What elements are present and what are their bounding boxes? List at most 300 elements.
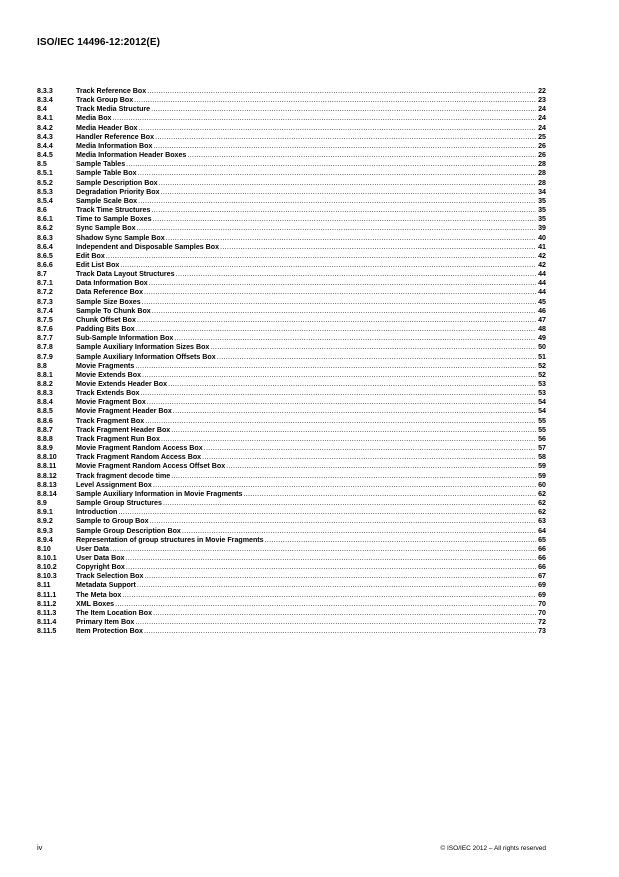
toc-dot-leader [118, 508, 536, 517]
toc-entry[interactable] [37, 499, 546, 508]
toc-entry-title: Independent and Disposable Samples Box [76, 242, 220, 251]
toc-entry-number: 8.7.5 [37, 315, 53, 324]
toc-entry[interactable] [37, 206, 546, 215]
toc-dot-leader [155, 133, 536, 142]
toc-entry-number: 8.8.7 [37, 425, 53, 434]
toc-entry-title: Movie Fragment Random Access Box [76, 444, 203, 453]
toc-entry[interactable] [37, 151, 546, 160]
toc-entry[interactable] [37, 444, 546, 453]
toc-entry-title: Sample Scale Box [76, 196, 138, 205]
toc-entry-title: Level Assignment Box [76, 480, 152, 489]
toc-entry-number: 8.7.2 [37, 288, 53, 297]
toc-entry-title: Item Protection Box [76, 627, 144, 636]
toc-entry-title: Sub-Sample Information Box [76, 334, 174, 343]
toc-entry-title: Sample Group Description Box [76, 526, 181, 535]
toc-entry-number: 8.6.3 [37, 233, 53, 242]
toc-entry-number: 8.5.4 [37, 196, 53, 205]
footer-page-number: iv [37, 843, 43, 852]
toc-dot-leader [171, 472, 536, 481]
toc-entry-number: 8.3.3 [37, 87, 53, 95]
toc-dot-leader [137, 581, 536, 590]
toc-dot-leader [161, 435, 536, 444]
toc-entry[interactable] [37, 124, 546, 133]
toc-entry-title: Track fragment decode time [76, 471, 171, 480]
toc-entry-title: Movie Extends Header Box [76, 380, 168, 388]
toc-entry-number: 8.3.4 [37, 96, 53, 105]
toc-entry-page: 44 [538, 288, 546, 297]
toc-entry-page: 66 [538, 563, 546, 572]
toc-entry[interactable] [37, 279, 546, 288]
toc-entry[interactable] [37, 508, 546, 517]
toc-entry-page: 45 [538, 297, 546, 306]
toc-entry-title: Track Time Structures [76, 206, 151, 215]
toc-entry-number: 8.8 [37, 361, 47, 370]
toc-dot-leader [112, 114, 536, 123]
toc-entry[interactable] [37, 353, 546, 362]
toc-entry-title: Movie Fragment Random Access Offset Box [76, 462, 226, 471]
toc-entry-title: Edit List Box [76, 260, 120, 269]
toc-entry-number: 8.6.5 [37, 251, 53, 260]
toc-entry-title: Track Data Layout Structures [76, 270, 175, 279]
toc-entry-number: 8.4.3 [37, 132, 53, 141]
toc-entry-page: 62 [538, 508, 546, 517]
toc-entry-title: Sample Tables [76, 160, 126, 169]
toc-entry-title: User Data Box [76, 553, 125, 562]
toc-entry-page: 65 [538, 535, 546, 544]
toc-entry-title: Movie Extends Box [76, 370, 142, 379]
toc-entry-number: 8.9 [37, 499, 47, 508]
toc-entry-number: 8.4.1 [37, 114, 53, 123]
toc-dot-leader [135, 618, 536, 627]
toc-dot-leader [168, 380, 536, 389]
toc-entry-page: 34 [538, 187, 546, 196]
toc-entry-title: Track Media Structure [76, 105, 151, 114]
toc-entry-title: XML Boxes [76, 599, 115, 608]
toc-entry-number: 8.8.14 [37, 489, 57, 498]
toc-entry-number: 8.8.1 [37, 370, 53, 379]
toc-entry-page: 62 [538, 499, 546, 508]
toc-dot-leader [137, 316, 536, 325]
toc-entry-page: 26 [538, 141, 546, 150]
toc-entry[interactable] [37, 87, 546, 96]
document-header: ISO/IEC 14496-12:2012(E) [37, 37, 161, 48]
toc-entry-title: Media Box [76, 114, 112, 123]
toc-entry[interactable] [37, 215, 546, 224]
toc-dot-leader [182, 527, 536, 536]
toc-entry-page: 69 [538, 581, 546, 590]
toc-entry[interactable] [37, 398, 546, 407]
toc-entry[interactable] [37, 517, 546, 526]
toc-entry-number: 8.8.8 [37, 434, 53, 443]
toc-entry-page: 28 [538, 178, 546, 187]
toc-dot-leader [153, 215, 536, 224]
toc-dot-leader [173, 407, 536, 416]
toc-dot-leader [210, 343, 536, 352]
toc-entry-page: 52 [538, 361, 546, 370]
toc-dot-leader [265, 536, 536, 545]
toc-entry[interactable] [37, 316, 546, 325]
toc-dot-leader [204, 444, 536, 453]
toc-entry-number: 8.4.4 [37, 141, 53, 150]
toc-entry-title: Track Fragment Header Box [76, 425, 171, 434]
toc-entry-title: Sample Size Boxes [76, 297, 141, 306]
toc-entry-title: Media Information Box [76, 141, 153, 150]
toc-dot-leader [138, 169, 536, 178]
toc-entry-page: 66 [538, 544, 546, 553]
toc-entry-page: 53 [538, 389, 546, 398]
toc-dot-leader [139, 124, 537, 133]
toc-entry-page: 64 [538, 526, 546, 535]
toc-entry-number: 8.7.1 [37, 279, 53, 288]
toc-entry[interactable] [37, 591, 546, 600]
toc-entry-page: 25 [538, 132, 546, 141]
toc-entry[interactable] [37, 252, 546, 261]
toc-entry-number: 8.11 [37, 581, 51, 590]
toc-entry-number: 8.9.4 [37, 535, 53, 544]
toc-entry-page: 59 [538, 462, 546, 471]
toc-entry-number: 8.10 [37, 544, 51, 553]
toc-entry-number: 8.10.2 [37, 563, 57, 572]
toc-entry-number: 8.10.1 [37, 553, 57, 562]
toc-entry[interactable] [37, 261, 546, 270]
toc-entry-number: 8.9.1 [37, 508, 53, 517]
toc-entry-number: 8.8.10 [37, 453, 57, 462]
toc-entry-page: 44 [538, 279, 546, 288]
toc-dot-leader [144, 627, 536, 636]
toc-dot-leader [136, 325, 536, 334]
toc-entry-title: Track Fragment Random Access Box [76, 453, 202, 462]
toc-entry-number: 8.8.13 [37, 480, 57, 489]
toc-entry-title: Movie Fragment Box [76, 398, 146, 407]
toc-dot-leader [150, 517, 536, 526]
toc-entry-page: 48 [538, 325, 546, 334]
toc-entry[interactable] [37, 160, 546, 169]
toc-entry-title: Metadata Support [76, 581, 136, 590]
toc-dot-leader [153, 609, 536, 618]
toc-dot-leader [115, 600, 536, 609]
toc-entry[interactable] [37, 627, 546, 636]
toc-entry-number: 8.5 [37, 160, 47, 169]
toc-entry-number: 8.9.3 [37, 526, 53, 535]
toc-entry-number: 8.6 [37, 206, 47, 215]
toc-entry-number: 8.8.6 [37, 416, 53, 425]
toc-dot-leader [153, 142, 536, 151]
toc-entry[interactable] [37, 169, 546, 178]
toc-entry[interactable] [37, 490, 546, 499]
toc-entry[interactable] [37, 243, 546, 252]
toc-entry-page: 73 [538, 627, 546, 636]
toc-entry[interactable] [37, 563, 546, 572]
toc-entry-number: 8.4 [37, 105, 47, 114]
toc-entry-title: Copyright Box [76, 563, 125, 572]
toc-entry-title: Sample Description Box [76, 178, 158, 187]
toc-dot-leader [159, 179, 536, 188]
toc-entry-page: 62 [538, 489, 546, 498]
toc-dot-leader [176, 270, 536, 279]
toc-entry[interactable] [37, 527, 546, 536]
toc-entry-page: 42 [538, 251, 546, 260]
toc-dot-leader [226, 462, 536, 471]
toc-entry-page: 59 [538, 471, 546, 480]
toc-entry-page: 26 [538, 151, 546, 160]
toc-entry-page: 35 [538, 215, 546, 224]
toc-dot-leader [122, 591, 536, 600]
toc-entry-number: 8.11.3 [37, 608, 57, 617]
footer-copyright: © ISO/IEC 2012 – All rights reserved [440, 845, 546, 852]
toc-entry-page: 57 [538, 444, 546, 453]
toc-entry-title: Degradation Priority Box [76, 187, 160, 196]
toc-entry-number: 8.7.4 [37, 306, 53, 315]
toc-entry-title: Primary Item Box [76, 618, 135, 627]
toc-dot-leader [126, 160, 536, 169]
toc-dot-leader [142, 371, 536, 380]
toc-entry[interactable] [37, 536, 546, 545]
toc-entry-page: 60 [538, 480, 546, 489]
toc-entry[interactable] [37, 270, 546, 279]
toc-entry[interactable] [37, 371, 546, 380]
toc-entry-page: 49 [538, 334, 546, 343]
toc-entry-page: 35 [538, 206, 546, 215]
toc-entry-number: 8.8.4 [37, 398, 53, 407]
toc-entry-page: 54 [538, 398, 546, 407]
toc-dot-leader [134, 96, 536, 105]
toc-entry-page: 51 [538, 352, 546, 361]
toc-dot-leader [142, 298, 536, 307]
toc-entry-number: 8.10.3 [37, 572, 57, 581]
toc-dot-leader [137, 224, 536, 233]
toc-entry-page: 70 [538, 599, 546, 608]
toc-entry-title: Time to Sample Boxes [76, 215, 152, 224]
toc-entry[interactable] [37, 343, 546, 352]
toc-dot-leader [217, 353, 536, 362]
toc-entry-number: 8.6.2 [37, 224, 53, 233]
toc-entry-number: 8.6.6 [37, 260, 53, 269]
toc-entry-title: Sample Auxiliary Information Sizes Box [76, 343, 210, 352]
toc-entry-number: 8.7.7 [37, 334, 53, 343]
toc-entry-number: 8.8.5 [37, 407, 53, 416]
toc-entry-page: 54 [538, 407, 546, 416]
toc-entry-title: Handler Reference Box [76, 132, 155, 141]
toc-entry[interactable] [37, 389, 546, 398]
toc-entry-number: 8.7.9 [37, 352, 53, 361]
toc-entry[interactable] [37, 197, 546, 206]
toc-dot-leader [187, 151, 536, 160]
toc-entry[interactable] [37, 307, 546, 316]
toc-entry-page: 58 [538, 453, 546, 462]
toc-entry[interactable] [37, 435, 546, 444]
toc-entry-page: 24 [538, 123, 546, 132]
toc-entry[interactable] [37, 325, 546, 334]
toc-entry-page: 69 [538, 590, 546, 599]
toc-dot-leader [147, 87, 536, 96]
toc-entry-title: Edit Box [76, 251, 105, 260]
toc-entry-title: Track Fragment Run Box [76, 434, 160, 443]
toc-entry-page: 50 [538, 343, 546, 352]
toc-entry-title: Representation of group structures in Movie Fragments [76, 535, 264, 544]
toc-entry-page: 23 [538, 96, 546, 105]
toc-entry-page: 67 [538, 572, 546, 581]
table-of-contents [37, 87, 546, 636]
toc-entry-page: 63 [538, 517, 546, 526]
toc-entry[interactable] [37, 179, 546, 188]
toc-entry-page: 46 [538, 306, 546, 315]
toc-dot-leader [166, 234, 536, 243]
toc-entry-title: Introduction [76, 508, 118, 517]
toc-entry[interactable] [37, 453, 546, 462]
toc-dot-leader [135, 362, 536, 371]
toc-dot-leader [163, 499, 536, 508]
toc-entry-title: The Meta box [76, 590, 122, 599]
toc-entry-page: 70 [538, 608, 546, 617]
toc-dot-leader [145, 417, 536, 426]
toc-entry-title: Media Header Box [76, 123, 138, 132]
toc-entry[interactable] [37, 545, 546, 554]
toc-entry[interactable] [37, 572, 546, 581]
toc-entry-page: 41 [538, 242, 546, 251]
toc-entry-number: 8.5.1 [37, 169, 53, 178]
toc-entry-title: User Data [76, 544, 110, 553]
toc-entry[interactable] [37, 114, 546, 123]
toc-dot-leader [138, 197, 536, 206]
toc-entry-number: 8.11.2 [37, 599, 57, 608]
toc-entry-page: 24 [538, 114, 546, 123]
toc-entry-number: 8.8.3 [37, 389, 53, 398]
toc-entry-number: 8.8.9 [37, 444, 53, 453]
toc-entry[interactable] [37, 472, 546, 481]
toc-entry-number: 8.11.4 [37, 618, 57, 627]
toc-entry-number: 8.4.5 [37, 151, 53, 160]
toc-entry-page: 24 [538, 105, 546, 114]
toc-entry-number: 8.6.4 [37, 242, 53, 251]
toc-entry[interactable] [37, 298, 546, 307]
toc-entry-page: 44 [538, 270, 546, 279]
toc-entry[interactable] [37, 426, 546, 435]
toc-entry[interactable] [37, 481, 546, 490]
toc-entry[interactable] [37, 407, 546, 416]
toc-entry-number: 8.4.2 [37, 123, 53, 132]
toc-dot-leader [144, 572, 536, 581]
toc-dot-leader [151, 206, 536, 215]
toc-entry[interactable] [37, 288, 546, 297]
toc-dot-leader [202, 453, 536, 462]
toc-entry-title: Padding Bits Box [76, 325, 135, 334]
toc-entry-number: 8.7.6 [37, 325, 53, 334]
toc-dot-leader [152, 307, 536, 316]
toc-dot-leader [161, 188, 536, 197]
toc-entry-title: Shadow Sync Sample Box [76, 233, 165, 242]
toc-entry-title: Media Information Header Boxes [76, 151, 187, 160]
toc-entry[interactable] [37, 618, 546, 627]
toc-entry-title: Sample to Group Box [76, 517, 149, 526]
toc-entry[interactable] [37, 462, 546, 471]
toc-entry[interactable] [37, 334, 546, 343]
toc-entry-number: 8.9.2 [37, 517, 53, 526]
toc-entry-title: Track Group Box [76, 96, 134, 105]
toc-dot-leader [171, 426, 536, 435]
toc-dot-leader [243, 490, 536, 499]
toc-dot-leader [151, 105, 536, 114]
toc-entry[interactable] [37, 380, 546, 389]
toc-entry[interactable] [37, 417, 546, 426]
toc-entry-title: Track Selection Box [76, 572, 144, 581]
toc-entry-number: 8.7.8 [37, 343, 53, 352]
toc-entry-page: 42 [538, 260, 546, 269]
toc-dot-leader [126, 554, 537, 563]
toc-dot-leader [220, 243, 536, 252]
toc-entry-page: 52 [538, 370, 546, 379]
toc-entry[interactable] [37, 224, 546, 233]
page-footer [37, 843, 546, 852]
toc-entry[interactable] [37, 581, 546, 590]
toc-entry[interactable] [37, 554, 546, 563]
toc-entry-page: 28 [538, 160, 546, 169]
toc-entry-page: 35 [538, 196, 546, 205]
toc-entry-number: 8.6.1 [37, 215, 53, 224]
toc-entry-title: Movie Fragments [76, 361, 135, 370]
toc-entry-page: 66 [538, 553, 546, 562]
toc-dot-leader [153, 481, 536, 490]
toc-entry-title: Sync Sample Box [76, 224, 136, 233]
toc-entry[interactable] [37, 142, 546, 151]
toc-entry-title: Sample Group Structures [76, 499, 162, 508]
toc-entry-title: Chunk Offset Box [76, 315, 136, 324]
toc-dot-leader [106, 252, 536, 261]
toc-entry-title: Sample Auxiliary Information Offsets Box [76, 352, 216, 361]
toc-entry-number: 8.8.12 [37, 471, 57, 480]
toc-dot-leader [140, 389, 536, 398]
toc-entry-page: 55 [538, 425, 546, 434]
toc-entry[interactable] [37, 362, 546, 371]
toc-entry-page: 56 [538, 434, 546, 443]
toc-entry-title: Sample Auxiliary Information in Movie Fragments [76, 489, 243, 498]
toc-entry-number: 8.11.1 [37, 590, 57, 599]
toc-entry-number: 8.5.3 [37, 187, 53, 196]
toc-entry[interactable] [37, 133, 546, 142]
toc-entry-title: Data Information Box [76, 279, 148, 288]
toc-entry[interactable] [37, 105, 546, 114]
toc-dot-leader [144, 288, 536, 297]
toc-dot-leader [120, 261, 536, 270]
toc-entry[interactable] [37, 188, 546, 197]
toc-dot-leader [174, 334, 536, 343]
toc-dot-leader [147, 398, 536, 407]
toc-entry[interactable] [37, 234, 546, 243]
toc-entry-title: Track Reference Box [76, 87, 147, 95]
toc-dot-leader [110, 545, 536, 554]
toc-entry-title: Data Reference Box [76, 288, 144, 297]
toc-dot-leader [126, 563, 536, 572]
toc-entry-title: The Item Location Box [76, 608, 153, 617]
toc-entry-page: 40 [538, 233, 546, 242]
toc-entry-page: 22 [538, 87, 546, 95]
toc-entry-page: 55 [538, 416, 546, 425]
toc-entry-page: 53 [538, 380, 546, 388]
toc-entry-number: 8.11.5 [37, 627, 57, 636]
toc-dot-leader [149, 279, 536, 288]
toc-entry-page: 47 [538, 315, 546, 324]
toc-entry-number: 8.7.3 [37, 297, 53, 306]
toc-entry-title: Track Extends Box [76, 389, 140, 398]
toc-entry-title: Track Fragment Box [76, 416, 145, 425]
toc-entry-page: 28 [538, 169, 546, 178]
toc-entry-number: 8.8.11 [37, 462, 57, 471]
toc-entry-number: 8.7 [37, 270, 47, 279]
toc-entry-number: 8.5.2 [37, 178, 53, 187]
toc-entry[interactable] [37, 96, 546, 105]
toc-entry[interactable] [37, 600, 546, 609]
toc-entry-page: 72 [538, 618, 546, 627]
toc-entry[interactable] [37, 609, 546, 618]
